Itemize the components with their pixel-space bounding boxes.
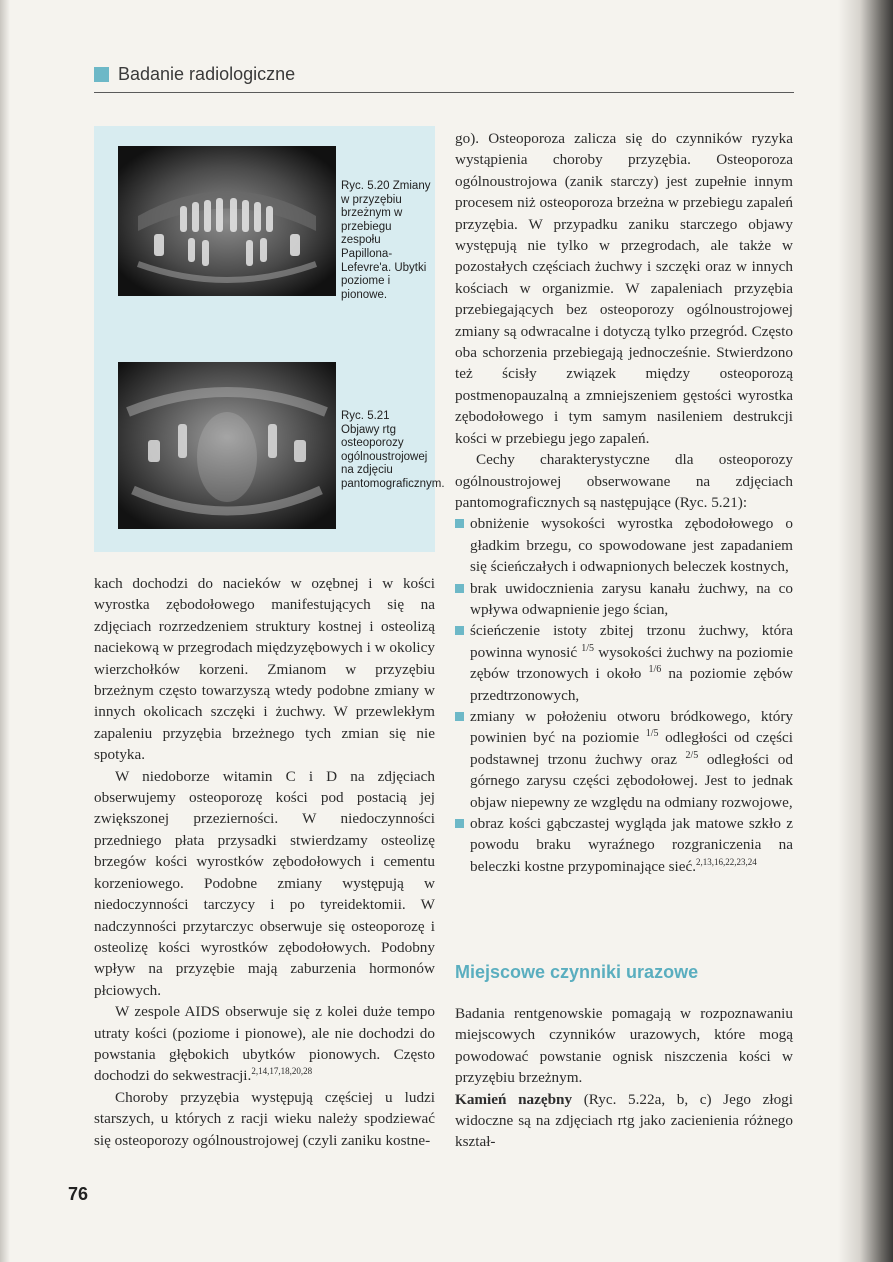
feature-list [455, 513, 793, 877]
body-paragraph: W niedoborze witamin C i D na zdjęciach obserwujemy osteoporozę kości pod postacią jej zwiększonej przezierności. W niedoczynności przedniego płata przysadki stwierdzamy osteolizę brzegów kości wyrostków zębodołowych i cementu korzeniowego. Podobne zmiany występują w niedoczynności tarczycy i po tyreidektomii. W nadczynności przytarczyc obserwuje się osteoporozę i osteolizę kości wyrostków zębodołowych. Podobny wpływ na przyzębie mają zaburzenia hormonów płciowych. [94, 767, 435, 999]
list-item [455, 706, 793, 813]
page-number: 76 [68, 1184, 89, 1204]
body-paragraph: Badania rentgenowskie pomagają w rozpoznawaniu miejscowych czynników urazowych, które mogą powodować powstanie ognisk niszczenia kości w przyzębiu brzeżnym. [455, 1005, 793, 1087]
right-text-column-lower [455, 1003, 793, 1153]
fraction: 2/5 [685, 749, 699, 761]
xray-image-panoramic-2 [118, 362, 336, 529]
header-marker-square [94, 67, 109, 82]
reference-numbers: 2,14,17,18,20,28 [251, 1066, 313, 1077]
page-edge-shadow [838, 0, 893, 1262]
body-paragraph-text: (Ryc. 5.22a, b, c) Jego złogi widoczne są na zdjęciach rtg jako zacienienia różnego kształ- [455, 1090, 793, 1151]
right-text-column [455, 128, 793, 877]
list-item [455, 813, 793, 877]
xray-image-panoramic-1 [118, 146, 336, 296]
list-item-text: odległości od górnego zarysu części zębodołowej. Jest to jednak objaw niepewny ze względu na odmiany rozwojowe, [470, 750, 793, 811]
list-item [455, 620, 793, 706]
list-item: brak uwidocznienia zarysu kanału żuchwy, na co wpływa odwapnienie jego ścian, [455, 578, 793, 621]
reference-numbers: 2,13,16,22,23,24 [696, 856, 757, 867]
bold-term: Kamień nazębny [455, 1090, 573, 1108]
list-item-text: odległości od części podstawnej trzonu żuchwy oraz [470, 729, 793, 768]
figure-panel [94, 126, 445, 552]
list-item-text: obraz kości gąbczastej wygląda jak matowe szkło z powodu braku wyraźnego rozgraniczenia na beleczki kostne przypominające sieć. [470, 815, 793, 875]
figure-caption-5-20: Ryc. 5.20 Zmiany w przyzębiu brzeżnym w przebiegu zespołu Papillona-Lefevre'a. Ubytki poziome i pionowe. [341, 180, 431, 301]
list-item-text: na poziomie zębów przedtrzonowych, [470, 665, 793, 704]
fraction: 1/5 [581, 642, 595, 654]
header-title: Badanie radiologiczne [118, 64, 296, 84]
list-item-text: zmiany w położeniu otworu bródkowego, który powinien być na poziomie [470, 707, 793, 747]
body-paragraph: Choroby przyzębia występują częściej u ludzi starszych, u których z racji wieku należy spodziewać się osteoporozy ogólnoustrojowej (czyli zaniku kostne- [94, 1088, 435, 1149]
body-paragraph: Cechy charakterystyczne dla osteoporozy ogólnoustrojowej obserwowane na zdjęciach pantomograficznych są następujące (Ryc. 5.21): [455, 451, 793, 511]
body-paragraph-text: W zespole AIDS obserwuje się z kolei duże tempo utraty kości (poziome i pionowe), ale nie dochodzi do powstania głębokich ubytków pionowych. Często dochodzi do sekwestracji. [94, 1003, 435, 1085]
list-item-text: ścieńczenie istoty zbitej trzonu żuchwy, która powinna wynosić [470, 622, 793, 661]
body-paragraph [455, 1089, 793, 1153]
left-text-column [94, 573, 435, 1151]
list-item: obniżenie wysokości wyrostka zębodołowego o gładkim brzegu, co spowodowane jest zapadaniem się ścieńczałych i odwapnionych beleczek kostnych, [455, 513, 793, 577]
section-heading: Miejscowe czynniki urazowe [455, 962, 699, 982]
list-item-text: wysokości żuchwy na poziomie zębów trzonowych i około [470, 643, 793, 683]
body-paragraph: go). Osteoporoza zalicza się do czynników ryzyka wystąpienia choroby przyzębia. Osteoporoza ogólnoustrojowa (zanik starczy) jest zupełnie innym procesem niż osteoporoza brzeżna w przebiegu zapaleń przyzębia. W przypadku zaniku starczego objawy występują nie tylko w przegrodach, ale także w pozostałych częściach żuchwy i szczęki oraz w innych kościach w organizmie. W zapaleniach przyzębia przebiegających bez osteoporozy ogólnoustrojowej zmiany są odwracalne i dotyczą tylko przegród. Często oba schorzenia przebiegają jednocześnie. Stwierdzono też ścisły związek między osteoporozą postmenopauzalną a zmniejszeniem gęstości wyrostka zębodołowego i tym samym nasileniem destrukcji kości w przebiegu jego zapaleń. [455, 130, 793, 447]
running-header [94, 64, 794, 93]
fraction: 1/6 [648, 664, 662, 676]
page-gutter-shadow [0, 0, 10, 1262]
figure-caption-5-21: Ryc. 5.21 Objawy rtg osteoporozy ogólnoustrojowej na zdjęciu pantomograficznym. [341, 410, 445, 490]
body-paragraph [94, 1001, 435, 1087]
body-paragraph: kach dochodzi do nacieków w ozębnej i w kości wyrostka zębodołowego manifestujących się na zdjęciach rozrzedzeniem struktury kostnej i osteolizą naciekową w przegrodach międzyzębowych i w okolicy wierzchołków korzeni. Zmianom w przyzębiu brzeżnym często towarzyszą wtedy podobne zmiany w innych okolicach szczęki i żuchwy. W przewlekłym zapaleniu przyzębia brzeżnego tych zmian się nie spotyka. [94, 575, 435, 764]
fraction: 1/5 [645, 728, 659, 740]
